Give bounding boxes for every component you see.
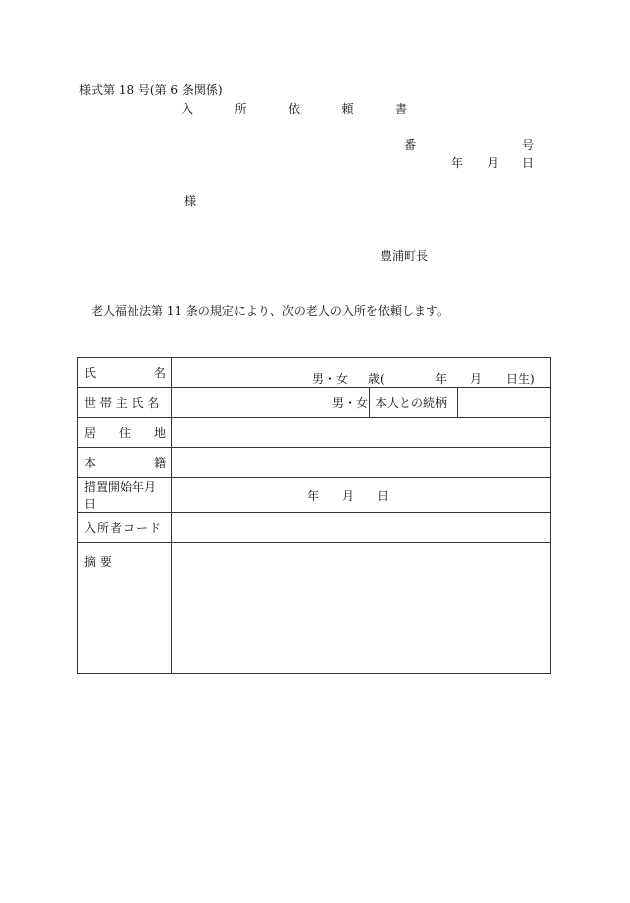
row-name: [78, 358, 551, 388]
remarks-field[interactable]: [172, 543, 551, 674]
relation-box: [369, 387, 458, 417]
date-month: 月: [487, 156, 500, 170]
number-label-ban: 番: [404, 138, 417, 152]
name-birth-day: 日生): [506, 372, 535, 386]
addressee-suffix: 様: [184, 194, 197, 208]
number-label-go: 号: [521, 138, 534, 152]
row-resident-code: [78, 513, 551, 543]
label-start-date: [78, 478, 172, 513]
residence-field[interactable]: [172, 418, 551, 448]
title-char: 入: [181, 102, 194, 116]
label-char: 地: [153, 426, 166, 440]
label-remarks: [78, 543, 172, 674]
start-date-label: 措置開始年月日: [84, 480, 157, 511]
body-text: 老人福祉法第 11 条の規定により、次の老人の入所を依頼します。: [91, 304, 449, 318]
resident-code-label: 入所者コード: [84, 521, 163, 535]
name-age: 歳(: [368, 372, 385, 386]
name-field[interactable]: [172, 358, 551, 388]
request-form-table: [77, 357, 551, 674]
domicile-field[interactable]: [172, 448, 551, 478]
row-householder: [78, 388, 551, 418]
householder-label: 世 帯 主 氏 名: [84, 396, 160, 410]
label-domicile: [78, 448, 172, 478]
date-year: 年: [451, 156, 464, 170]
householder-sex: 男・女: [332, 396, 369, 410]
label-name: [78, 358, 172, 388]
label-householder: [78, 388, 172, 418]
row-domicile: [78, 448, 551, 478]
name-sex: 男・女: [312, 372, 349, 386]
row-start-date: [78, 478, 551, 513]
title-char: 書: [394, 102, 407, 116]
name-birth-year: 年: [435, 372, 448, 386]
row-residence: [78, 418, 551, 448]
start-month: 月: [342, 488, 355, 503]
label-char: 名: [153, 366, 166, 380]
title-char: 頼: [341, 102, 354, 116]
householder-field[interactable]: [172, 388, 551, 418]
title-char: 依: [287, 102, 300, 116]
label-char: 氏: [84, 366, 97, 380]
start-date-field[interactable]: [172, 478, 551, 513]
label-residence: [78, 418, 172, 448]
row-remarks: [78, 543, 551, 674]
label-char: 住: [118, 426, 131, 440]
start-day: 日: [377, 488, 390, 503]
name-birth-month: 月: [470, 372, 483, 386]
form-number: 様式第 18 号(第 6 条関係): [79, 83, 223, 97]
date-day: 日: [522, 156, 535, 170]
document-title: [181, 103, 407, 115]
document-date-field: [451, 157, 534, 169]
document-number-field: [404, 139, 534, 151]
relation-label: 本人との続柄: [375, 396, 448, 410]
sender-name: 豊浦町長: [380, 249, 429, 263]
title-char: 所: [234, 102, 247, 116]
label-char: 居: [84, 426, 97, 440]
start-year: 年: [307, 488, 320, 503]
remarks-label: 摘 要: [84, 555, 112, 569]
resident-code-field[interactable]: [172, 513, 551, 543]
label-resident-code: [78, 513, 172, 543]
label-char: 本: [84, 456, 97, 470]
label-char: 籍: [153, 456, 166, 470]
